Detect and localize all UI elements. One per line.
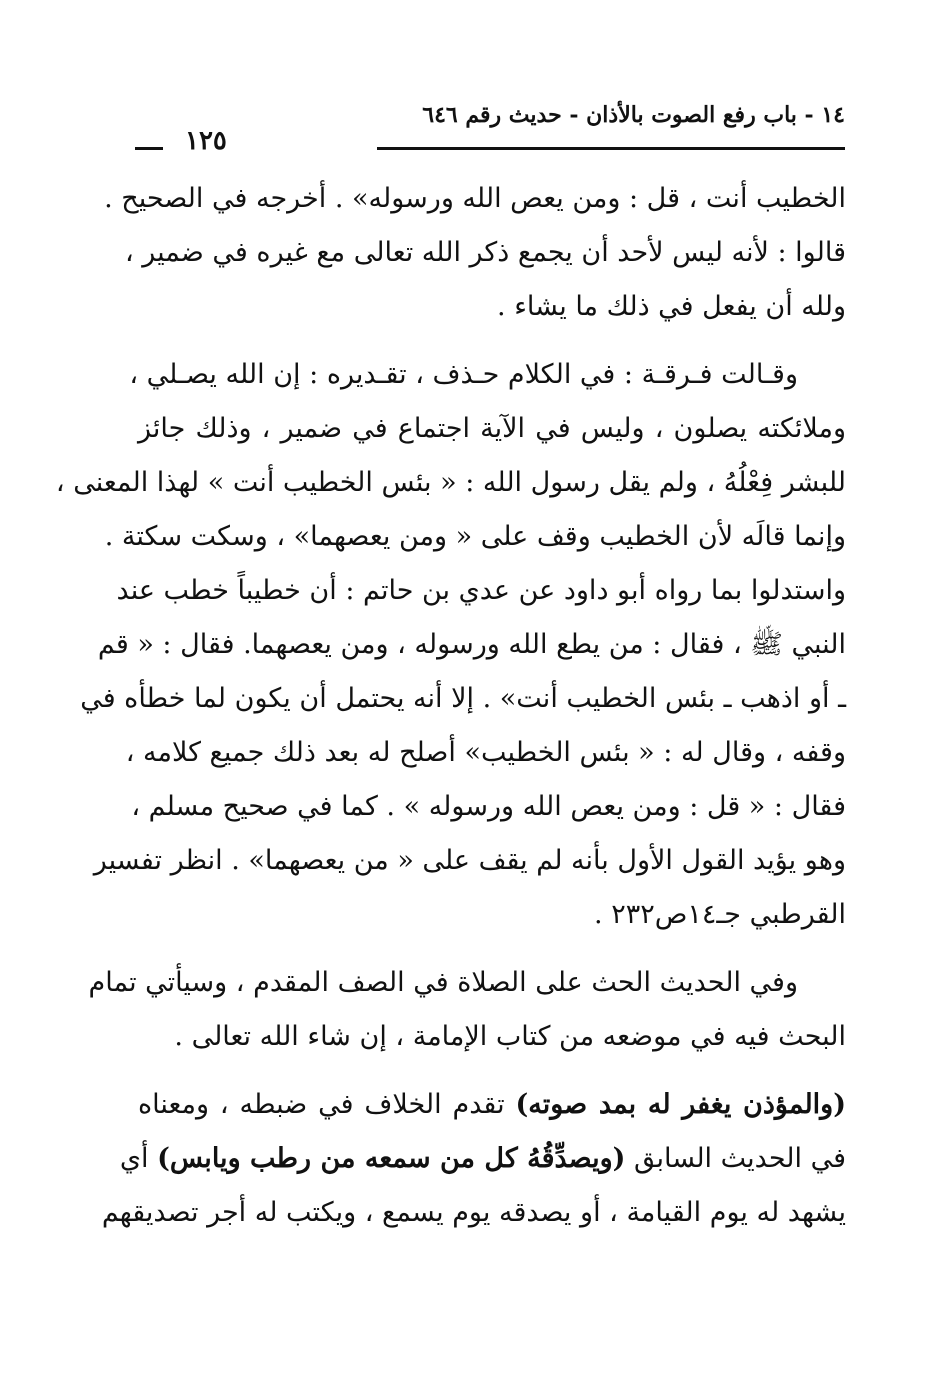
text-line: يشهد له يوم القيامة ، أو يصدقه يوم يسمع ، ويكتب له أجر تصديقهم [101, 1197, 846, 1228]
bold-quote: (ويصدِّقُهُ كل من سمعه من رطب ويابس) [157, 1143, 626, 1174]
header-rule-short [135, 147, 163, 150]
paragraph-1 [104, 172, 846, 334]
text-run: في الحديث السابق [625, 1143, 846, 1174]
text-line: قالوا : لأنه ليس لأحد أن يجمع ذكر الله تعالى مع غيره في ضمير ، [124, 237, 846, 268]
text-line: وقـالت فـرقـة : في الكلام حـذف ، تقـديره : إن الله يصـلي ، [129, 359, 798, 390]
paragraph-gap [138, 334, 846, 348]
bold-quote: (والمؤذن يغفر له بمد صوته) [515, 1089, 846, 1120]
header-rule [377, 147, 845, 150]
text-line: القرطبي جـ١٤ص٢٣٢ . [594, 899, 846, 930]
text-line: وملائكته يصلون ، وليس في الآية اجتماع في ضمير ، وذلك جائز [138, 413, 846, 444]
page-header [135, 96, 845, 156]
text-line: النبي ﷺ ، فقال : من يطع الله ورسوله ، ومن يعصهما. فقال : « قم [97, 629, 846, 660]
paragraph-2 [55, 348, 846, 942]
text-line: الخطيب أنت ، قل : ومن يعص الله ورسوله» . أخرجه في الصحيح . [104, 183, 846, 214]
text-line [138, 1078, 846, 1132]
text-line: ـ أو اذهب ـ بئس الخطيب أنت» . إلا أنه يحتمل أن يكون لما خطأه في [80, 683, 846, 714]
text-line: وإنما قالَه لأن الخطيب وقف على « ومن يعصهما» ، وسكت سكتة . [104, 521, 846, 552]
text-line: ولله أن يفعل في ذلك ما يشاء . [497, 291, 846, 322]
text-line: وهو يؤيد القول الأول بأنه لم يقف على « من يعصهما» . انظر تفسير [93, 845, 846, 876]
body-text [55, 172, 846, 1240]
text-line: البحث فيه في موضعه من كتاب الإمامة ، إن شاء الله تعالى . [174, 1021, 846, 1052]
text-line [119, 1132, 846, 1186]
paragraph-gap [138, 1064, 846, 1078]
running-title: ١٤ - باب رفع الصوت بالأذان - حديث رقم ٦٤٦ [422, 102, 845, 128]
text-run: تقدم الخلاف في ضبطه ، ومعناه [138, 1089, 516, 1120]
text-line: وفي الحديث الحث على الصلاة في الصف المقدم ، وسيأتي تمام [88, 967, 798, 998]
paragraph-3 [88, 956, 846, 1064]
text-line: فقال : « قل : ومن يعص الله ورسوله » . كما في صحيح مسلم ، [131, 791, 846, 822]
text-line: واستدلوا بما رواه أبو داود عن عدي بن حاتم : أن خطيباً خطب عند [116, 575, 846, 606]
text-run: أي [119, 1143, 158, 1174]
paragraph-4 [101, 1078, 846, 1240]
text-line: وقفه ، وقال له : « بئس الخطيب» أصلح له بعد ذلك جميع كلامه ، [125, 737, 846, 768]
text-line: للبشر فِعْلُهُ ، ولم يقل رسول الله : « بئس الخطيب أنت » لهذا المعنى ، [55, 467, 846, 498]
paragraph-gap [138, 942, 846, 956]
page-number: ١٢٥ [185, 126, 227, 156]
